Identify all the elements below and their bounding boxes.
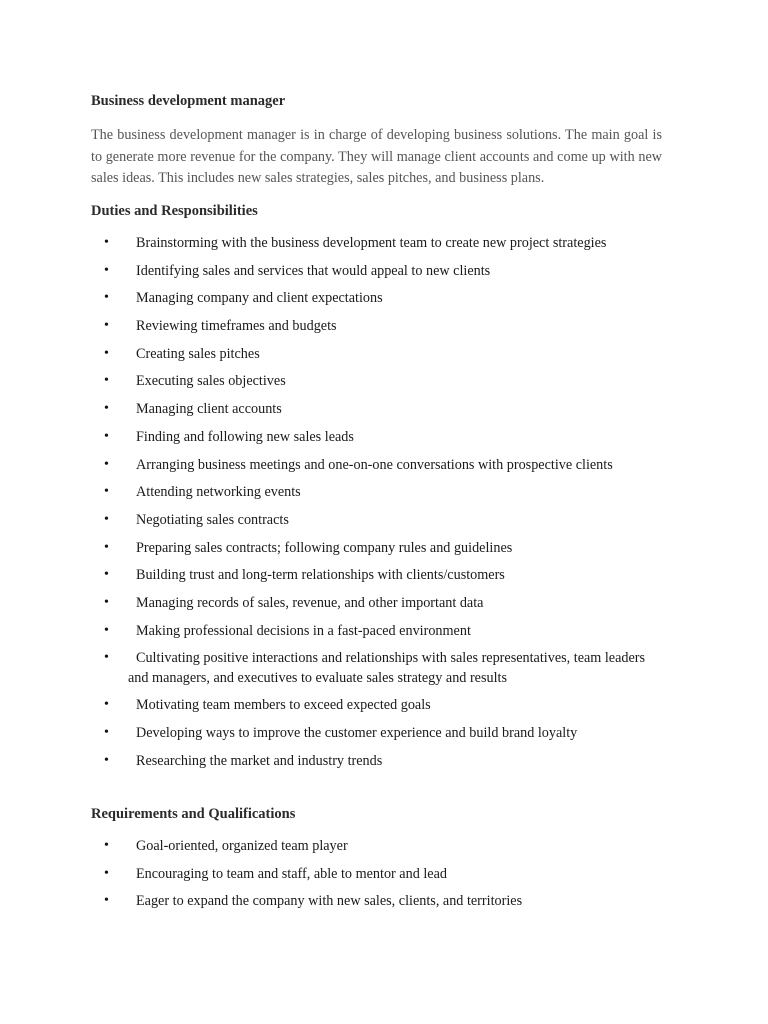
list-item-text: Finding and following new sales leads (136, 428, 354, 445)
document-title: Business development manager (91, 93, 286, 109)
list-item-text: Making professional decisions in a fast-paced environment (136, 622, 471, 639)
bullet-icon: • (104, 290, 109, 306)
duties-heading: Duties and Responsibilities (91, 203, 258, 219)
list-item-text: Goal-oriented, organized team player (136, 838, 348, 854)
bullet-icon: • (104, 865, 109, 881)
list-item (0, 456, 768, 484)
list-item-text-line: Cultivating positive interactions and relationships with sales representatives, team leaders (136, 650, 646, 667)
list-item (0, 428, 768, 456)
list-item (0, 892, 768, 920)
bullet-icon: • (104, 539, 109, 555)
bullet-icon: • (104, 893, 109, 909)
bullet-icon: • (104, 318, 109, 334)
intro-paragraph: The business development manager is in charge of developing business solutions. The main goal is to generate more revenue for the company. They will manage client accounts and come up with new sales ideas. This includes new sales strategies, sales pitches, and business plans. (91, 127, 662, 186)
list-item (0, 262, 768, 290)
list-item (0, 752, 768, 780)
list-item (0, 865, 768, 893)
list-item (0, 539, 768, 567)
list-item-text: Motivating team members to exceed expected goals (136, 697, 431, 714)
list-item-text: Attending networking events (136, 484, 301, 501)
list-item-text-continuation: and managers, and executives to evaluate sales strategy and results (128, 669, 507, 686)
bullet-icon: • (104, 428, 109, 444)
requirements-list (0, 837, 768, 920)
list-item (0, 483, 768, 511)
bullet-icon: • (104, 622, 109, 638)
list-item (0, 234, 768, 262)
list-item (0, 289, 768, 317)
duties-list (0, 234, 768, 779)
bullet-icon: • (104, 235, 109, 250)
list-item-text: Building trust and long-term relationships with clients/customers (136, 567, 505, 584)
list-item-text (128, 649, 681, 688)
list-item-text: Reviewing timeframes and budgets (136, 318, 337, 335)
list-item (0, 511, 768, 539)
list-item-text: Arranging business meetings and one-on-one conversations with prospective clients (136, 456, 613, 473)
list-item-text: Encouraging to team and staff, able to mentor and lead (136, 865, 447, 882)
list-item (0, 566, 768, 594)
bullet-icon: • (104, 511, 109, 527)
list-item-text: Identifying sales and services that would appeal to new clients (136, 262, 491, 279)
list-item (0, 317, 768, 345)
list-item-text: Managing client accounts (136, 401, 282, 418)
list-item (0, 837, 768, 865)
list-item-text: Brainstorming with the business development team to create new project strategies (136, 235, 607, 251)
bullet-icon: • (104, 650, 109, 666)
list-item-text: Negotiating sales contracts (136, 511, 289, 528)
list-item-text: Managing company and client expectations (136, 290, 383, 307)
list-item-text: Creating sales pitches (136, 345, 260, 362)
list-item (0, 400, 768, 428)
bullet-icon: • (104, 697, 109, 713)
list-item (0, 622, 768, 650)
list-item (0, 724, 768, 752)
bullet-icon: • (104, 262, 109, 278)
bullet-icon: • (104, 401, 109, 417)
bullet-icon: • (104, 456, 109, 472)
bullet-icon: • (104, 752, 109, 768)
bullet-icon: • (104, 838, 109, 853)
bullet-icon: • (104, 484, 109, 500)
list-item-text: Eager to expand the company with new sales, clients, and territories (136, 893, 523, 910)
bullet-icon: • (104, 373, 109, 389)
bullet-icon: • (104, 345, 109, 361)
list-item (0, 649, 768, 696)
list-item (0, 345, 768, 373)
list-item-text: Executing sales objectives (136, 373, 286, 390)
requirements-heading: Requirements and Qualifications (91, 806, 296, 822)
list-item (0, 594, 768, 622)
list-item (0, 696, 768, 724)
list-item-text: Preparing sales contracts; following company rules and guidelines (136, 539, 513, 556)
list-item-text: Researching the market and industry trends (136, 752, 383, 769)
list-item-text: Developing ways to improve the customer experience and build brand loyalty (136, 725, 578, 741)
list-item-text: Managing records of sales, revenue, and other important data (136, 594, 484, 611)
bullet-icon: • (104, 594, 109, 610)
bullet-icon: • (104, 567, 109, 583)
bullet-icon: • (104, 725, 109, 740)
list-item (0, 372, 768, 400)
